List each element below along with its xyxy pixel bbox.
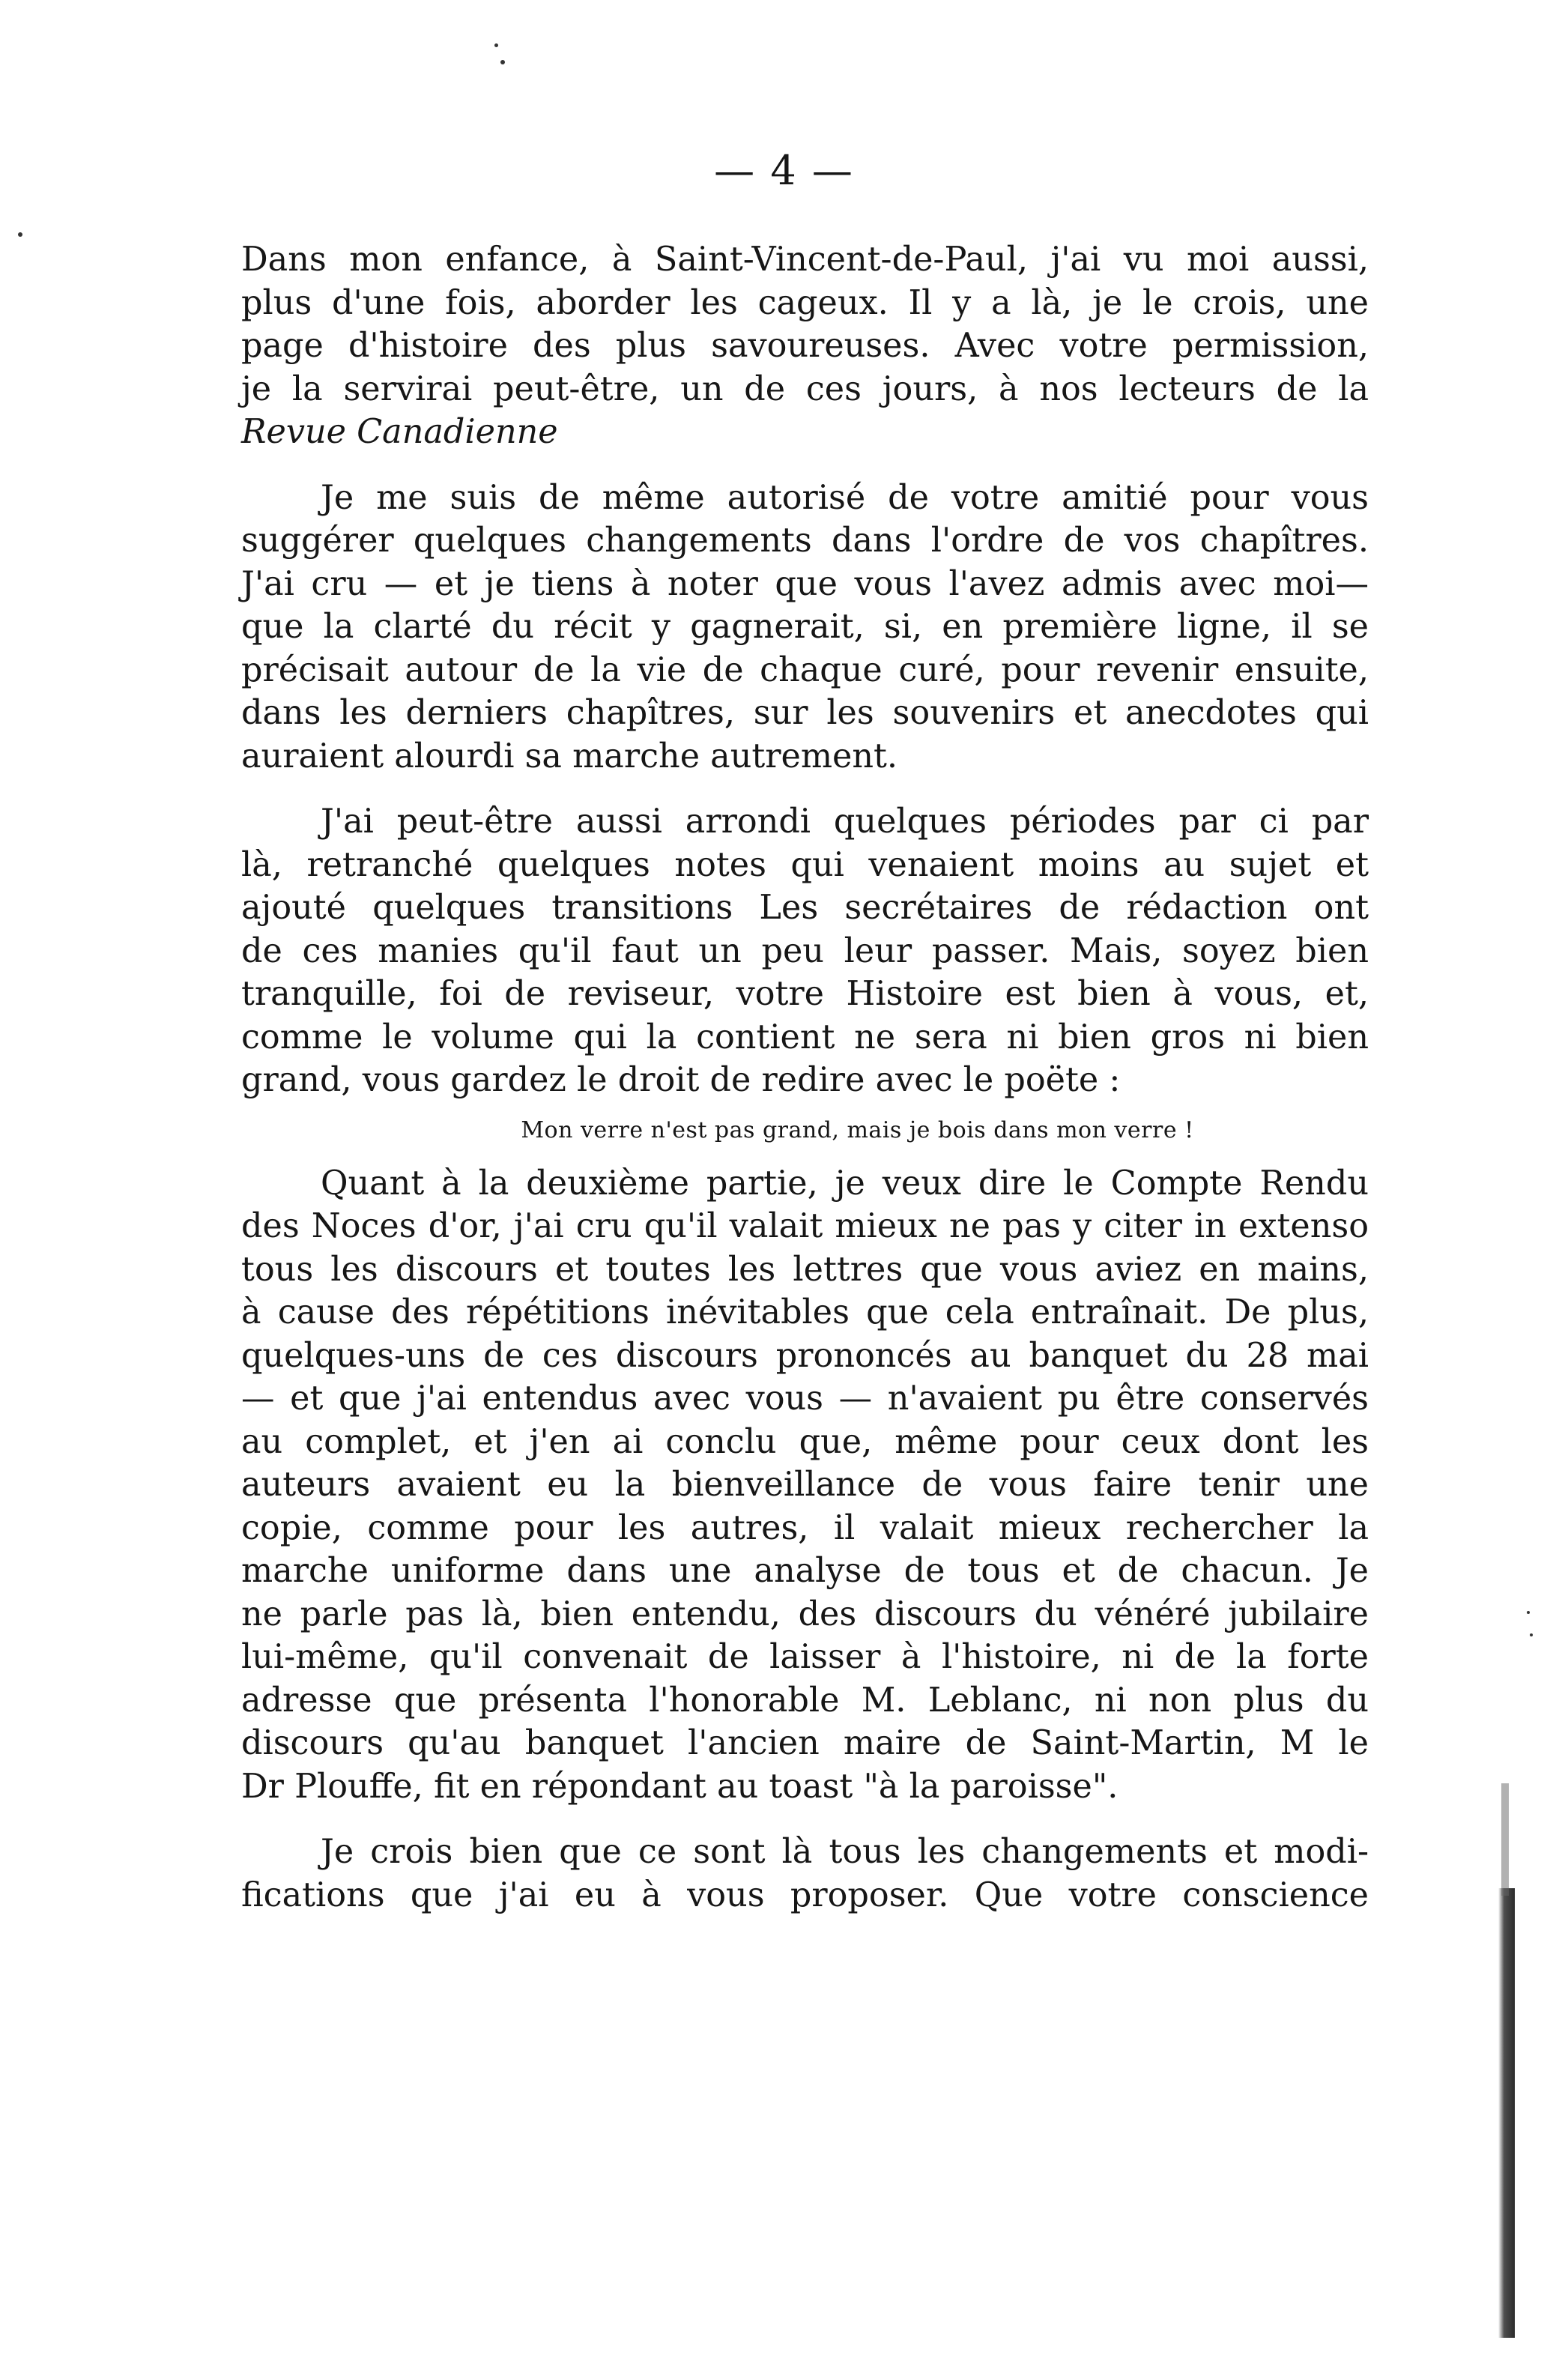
paragraph-1 <box>241 238 1369 454</box>
text-line: comme le volume qui la contient ne sera ni bien gros ni bien <box>241 1018 1369 1056</box>
text-line: plus d'une fois, aborder les cageux. Il y a là, je le crois, une <box>241 283 1369 322</box>
text-line: dans les derniers chapîtres, sur les souvenirs et anecdotes qui <box>241 694 1369 732</box>
text-line: discours qu'au banquet l'ancien maire de Saint-Martin, M le <box>241 1724 1369 1762</box>
paragraph-5 <box>241 1831 1369 1917</box>
paragraph-3 <box>241 800 1369 1102</box>
scan-speck <box>18 232 22 237</box>
text-line: J'ai cru — et je tiens à noter que vous l'avez admis avec moi— <box>241 564 1369 603</box>
text-line: des Noces d'or, j'ai cru qu'il valait mieux ne pas y citer in extenso <box>241 1207 1369 1245</box>
text-line: lui-même, qu'il convenait de laisser à l'histoire, ni de la forte <box>241 1638 1369 1676</box>
text-line: Quant à la deuxième partie, je veux dire le Compte Rendu <box>321 1164 1369 1203</box>
text-line: auteurs avaient eu la bienveillance de vous faire tenir une <box>241 1466 1369 1504</box>
paragraph-4 <box>241 1162 1369 1809</box>
text-line: — et que j'ai entendus avec vous — n'avaient pu être conservés <box>241 1379 1369 1418</box>
text-line: suggérer quelques changements dans l'ordre de vos chapîtres. <box>241 522 1369 560</box>
text-line: fications que j'ai eu à vous proposer. Que votre conscience <box>241 1875 1369 1914</box>
text-line: J'ai peut-être aussi arrondi quelques périodes par ci par <box>321 802 1369 841</box>
text-line: tous les discours et toutes les lettres que vous aviez en mains, <box>241 1250 1369 1289</box>
text-line: là, retranché quelques notes qui venaient moins au sujet et <box>241 845 1369 884</box>
text-line: Je me suis de même autorisé de votre amitié pour vous <box>321 478 1369 517</box>
body-text <box>241 238 1369 1917</box>
text-line: adresse que présenta l'honorable M. Leblanc, ni non plus du <box>241 1681 1369 1720</box>
text-line: à cause des répétitions inévitables que cela entraînait. De plus, <box>241 1293 1369 1331</box>
text-line: ajouté quelques transitions Les secrétaires de rédaction ont <box>241 889 1369 927</box>
text-line: Dans mon enfance, à Saint-Vincent-de-Paul, j'ai vu moi aussi, <box>241 241 1369 279</box>
page-number: — 4 — <box>714 147 854 194</box>
text-line: auraient alourdi sa marche autrement. <box>241 737 898 776</box>
scan-binding-shadow-faint <box>1501 1783 1509 1896</box>
text-line: quelques-uns de ces discours prononcés au banquet du 28 mai <box>241 1336 1369 1375</box>
text-line: précisait autour de la vie de chaque curé, pour revenir ensuite, <box>241 650 1369 689</box>
text-line: marche uniforme dans une analyse de tous et de chacun. Je <box>241 1552 1369 1590</box>
text-line: que la clarté du récit y gagnerait, si, en première ligne, il se <box>241 608 1369 646</box>
text-line: Je crois bien que ce sont là tous les changements et modi- <box>321 1833 1369 1871</box>
scan-speck <box>494 43 498 47</box>
scan-speck <box>1527 1611 1530 1614</box>
scan-speck <box>1530 1633 1533 1636</box>
text-line: copie, comme pour les autres, il valait mieux rechercher la <box>241 1508 1369 1547</box>
text-line: tranquille, foi de reviseur, votre Histoire est bien à vous, et, <box>241 975 1369 1013</box>
text-line: ne parle pas là, bien entendu, des discours du vénéré jubilaire <box>241 1594 1369 1633</box>
text-line: au complet, et j'en ai conclu que, même pour ceux dont les <box>241 1422 1369 1461</box>
scan-speck <box>500 60 505 64</box>
text-line: Revue Canadienne <box>241 413 558 451</box>
scan-binding-shadow <box>1498 1888 1515 2338</box>
text-line: Dr Plouffe, fit en répondant au toast "à la paroisse". <box>241 1767 1119 1806</box>
text-line: page d'histoire des plus savoureuses. Avec votre permission, <box>241 327 1369 365</box>
text-line: je la servirai peut-être, un de ces jours, à nos lecteurs de la <box>241 369 1369 408</box>
text-line: grand, vous gardez le droit de redire avec le poëte : <box>241 1061 1121 1099</box>
text-line: de ces manies qu'il faut un peu leur passer. Mais, soyez bien <box>241 931 1369 970</box>
verse-quote: Mon verre n'est pas grand, mais je bois dans mon verre ! <box>521 1116 1194 1143</box>
paragraph-2 <box>241 477 1369 779</box>
